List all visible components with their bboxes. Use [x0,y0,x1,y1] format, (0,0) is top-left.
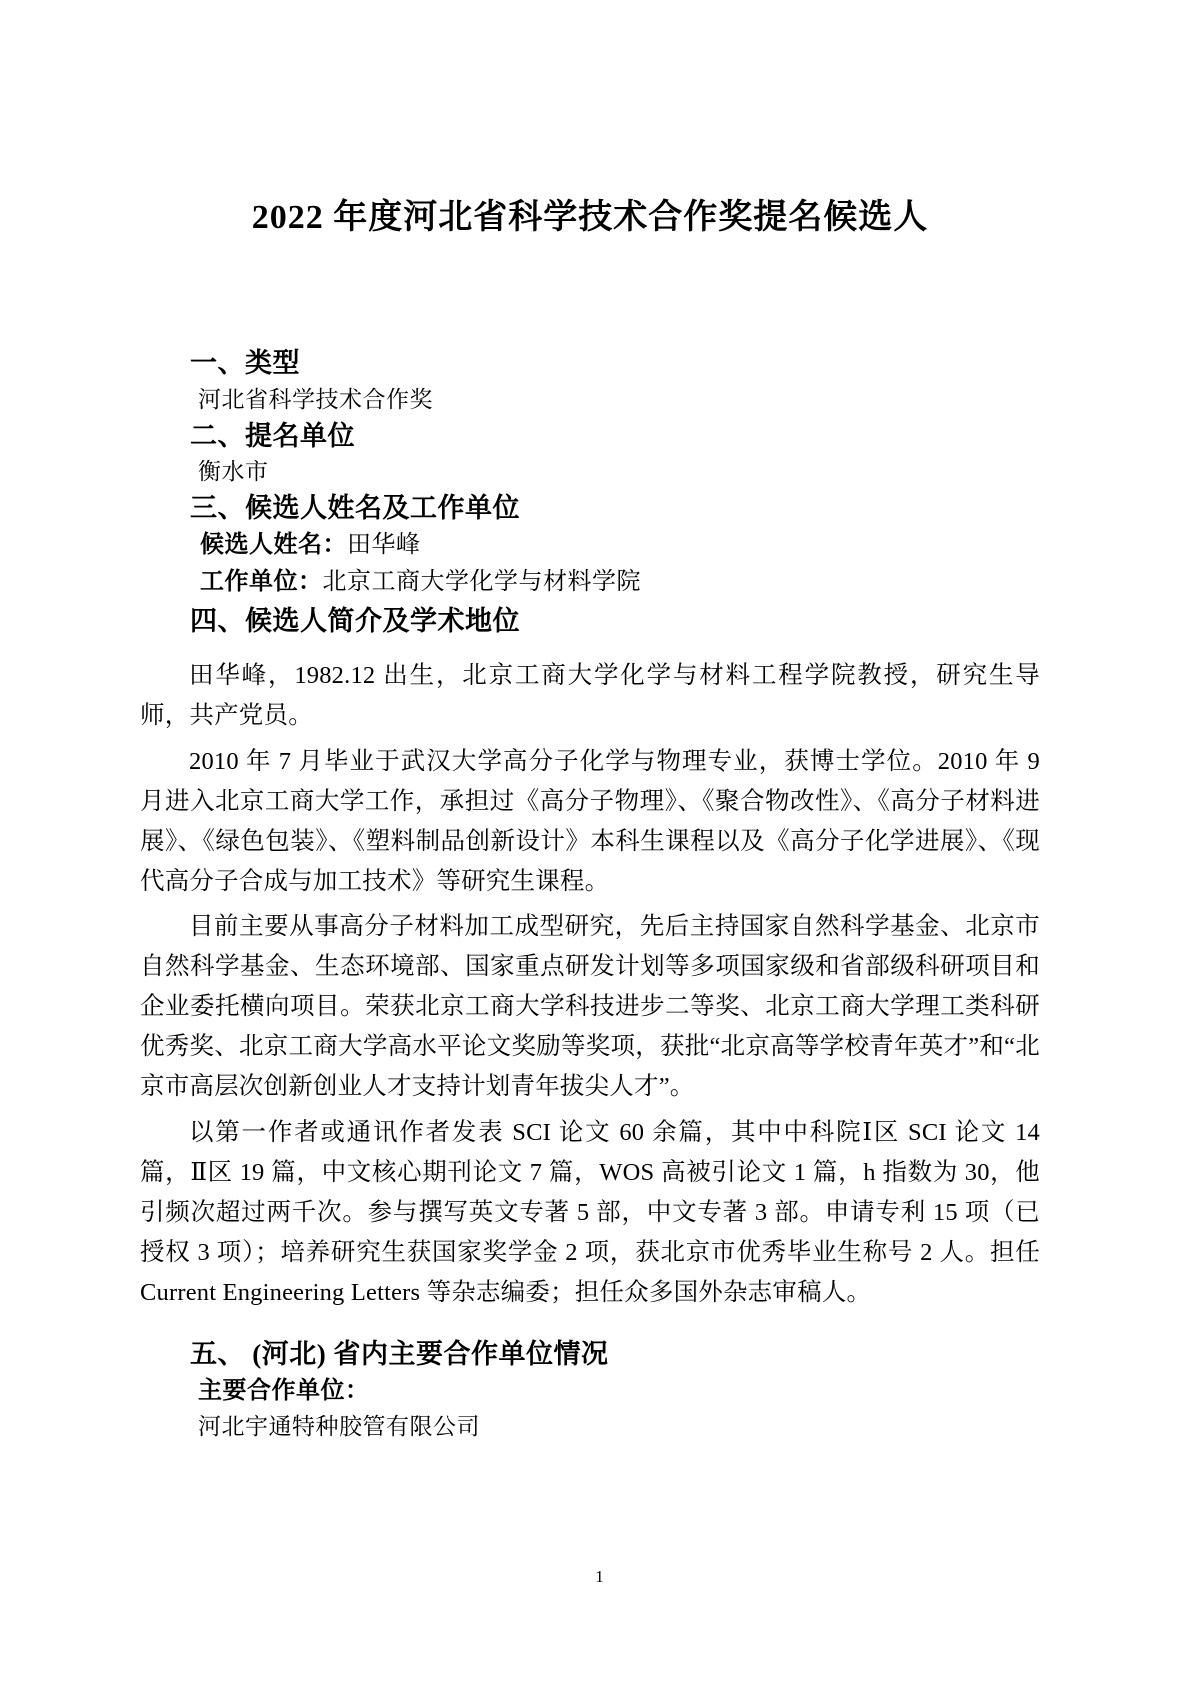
section-heading-type: 一、类型 [190,348,300,379]
spacer [140,1313,1040,1335]
candidate-name-label: 候选人姓名： [200,532,347,559]
section-heading-candidate: 三、候选人姓名及工作单位 [190,492,520,523]
profile-paragraph: 以第一作者或通讯作者发表 SCI 论文 60 余篇，其中中科院Ⅰ区 SCI 论文 14 篇，Ⅱ区 19 篇，中文核心期刊论文 7 篇，WOS 高被引论文 1 篇，h 指数为 30，他引频次超过两千次。参与撰写英文专著 5 部，中文专著 3 部。申请专利 15 项（已授权 3 项）；培养研究生获国家奖学金 2 项，获北京市优秀毕业生称号 2 人。担任 Current Engineering Letters 等杂志编委；担任众多国外杂志审稿人。 [140,1119,1040,1306]
candidate-name-row [140,527,1040,564]
profile-paragraph: 田华峰，1982.12 出生，北京工商大学化学与材料工程学院教授，研究生导师，共产党员。 [140,661,1040,729]
page-title: 2022 年度河北省科学技术合作奖提名候选人 [251,199,929,236]
profile-paragraph: 目前主要从事高分子材料加工成型研究，先后主持国家自然科学基金、北京市自然科学基金、生态环境部、国家重点研发计划等多项国家级和省部级科研项目和企业委托横向项目。荣获北京工商大学科技进步二等奖、北京工商大学理工类科研优秀奖、北京工商大学高水平论文奖励等奖项，获批“北京高等学校青年英才”和“北京市高层次创新创业人才支持计划青年拔尖人才”。 [140,913,1040,1101]
profile-paragraph: 2010 年 7 月毕业于武汉大学高分子化学与物理专业，获博士学位。2010 年 9 月进入北京工商大学工作，承担过《高分子物理》、《聚合物改性》、《高分子材料进展》、《绿色包装》、《塑料制品创新设计》本科生课程以及《高分子化学进展》、《现代高分子合成与加工技术》等研究生课程。 [140,747,1040,895]
candidate-name-value: 田华峰 [347,532,421,559]
cooperation-units-label: 主要合作单位： [198,1378,370,1405]
section-value-type: 河北省科学技术合作奖 [198,386,433,412]
candidate-workplace-label: 工作单位： [200,569,323,596]
candidate-workplace-row [140,564,1040,601]
spacer [140,240,1040,270]
section-heading-nominating-unit: 二、提名单位 [190,420,355,451]
section-value-nominating-unit: 衡水市 [198,458,269,484]
candidate-workplace-value: 北京工商大学化学与材料学院 [322,569,641,596]
cooperation-unit-item: 河北宇通特种胶管有限公司 [198,1414,480,1440]
section-heading-cooperation: 五、 (河北) 省内主要合作单位情况 [190,1338,609,1369]
spacer [140,640,1040,656]
document-content [140,0,1040,1444]
page-number: 1 [595,1567,604,1586]
section-heading-profile: 四、候选人简介及学术地位 [190,605,520,636]
